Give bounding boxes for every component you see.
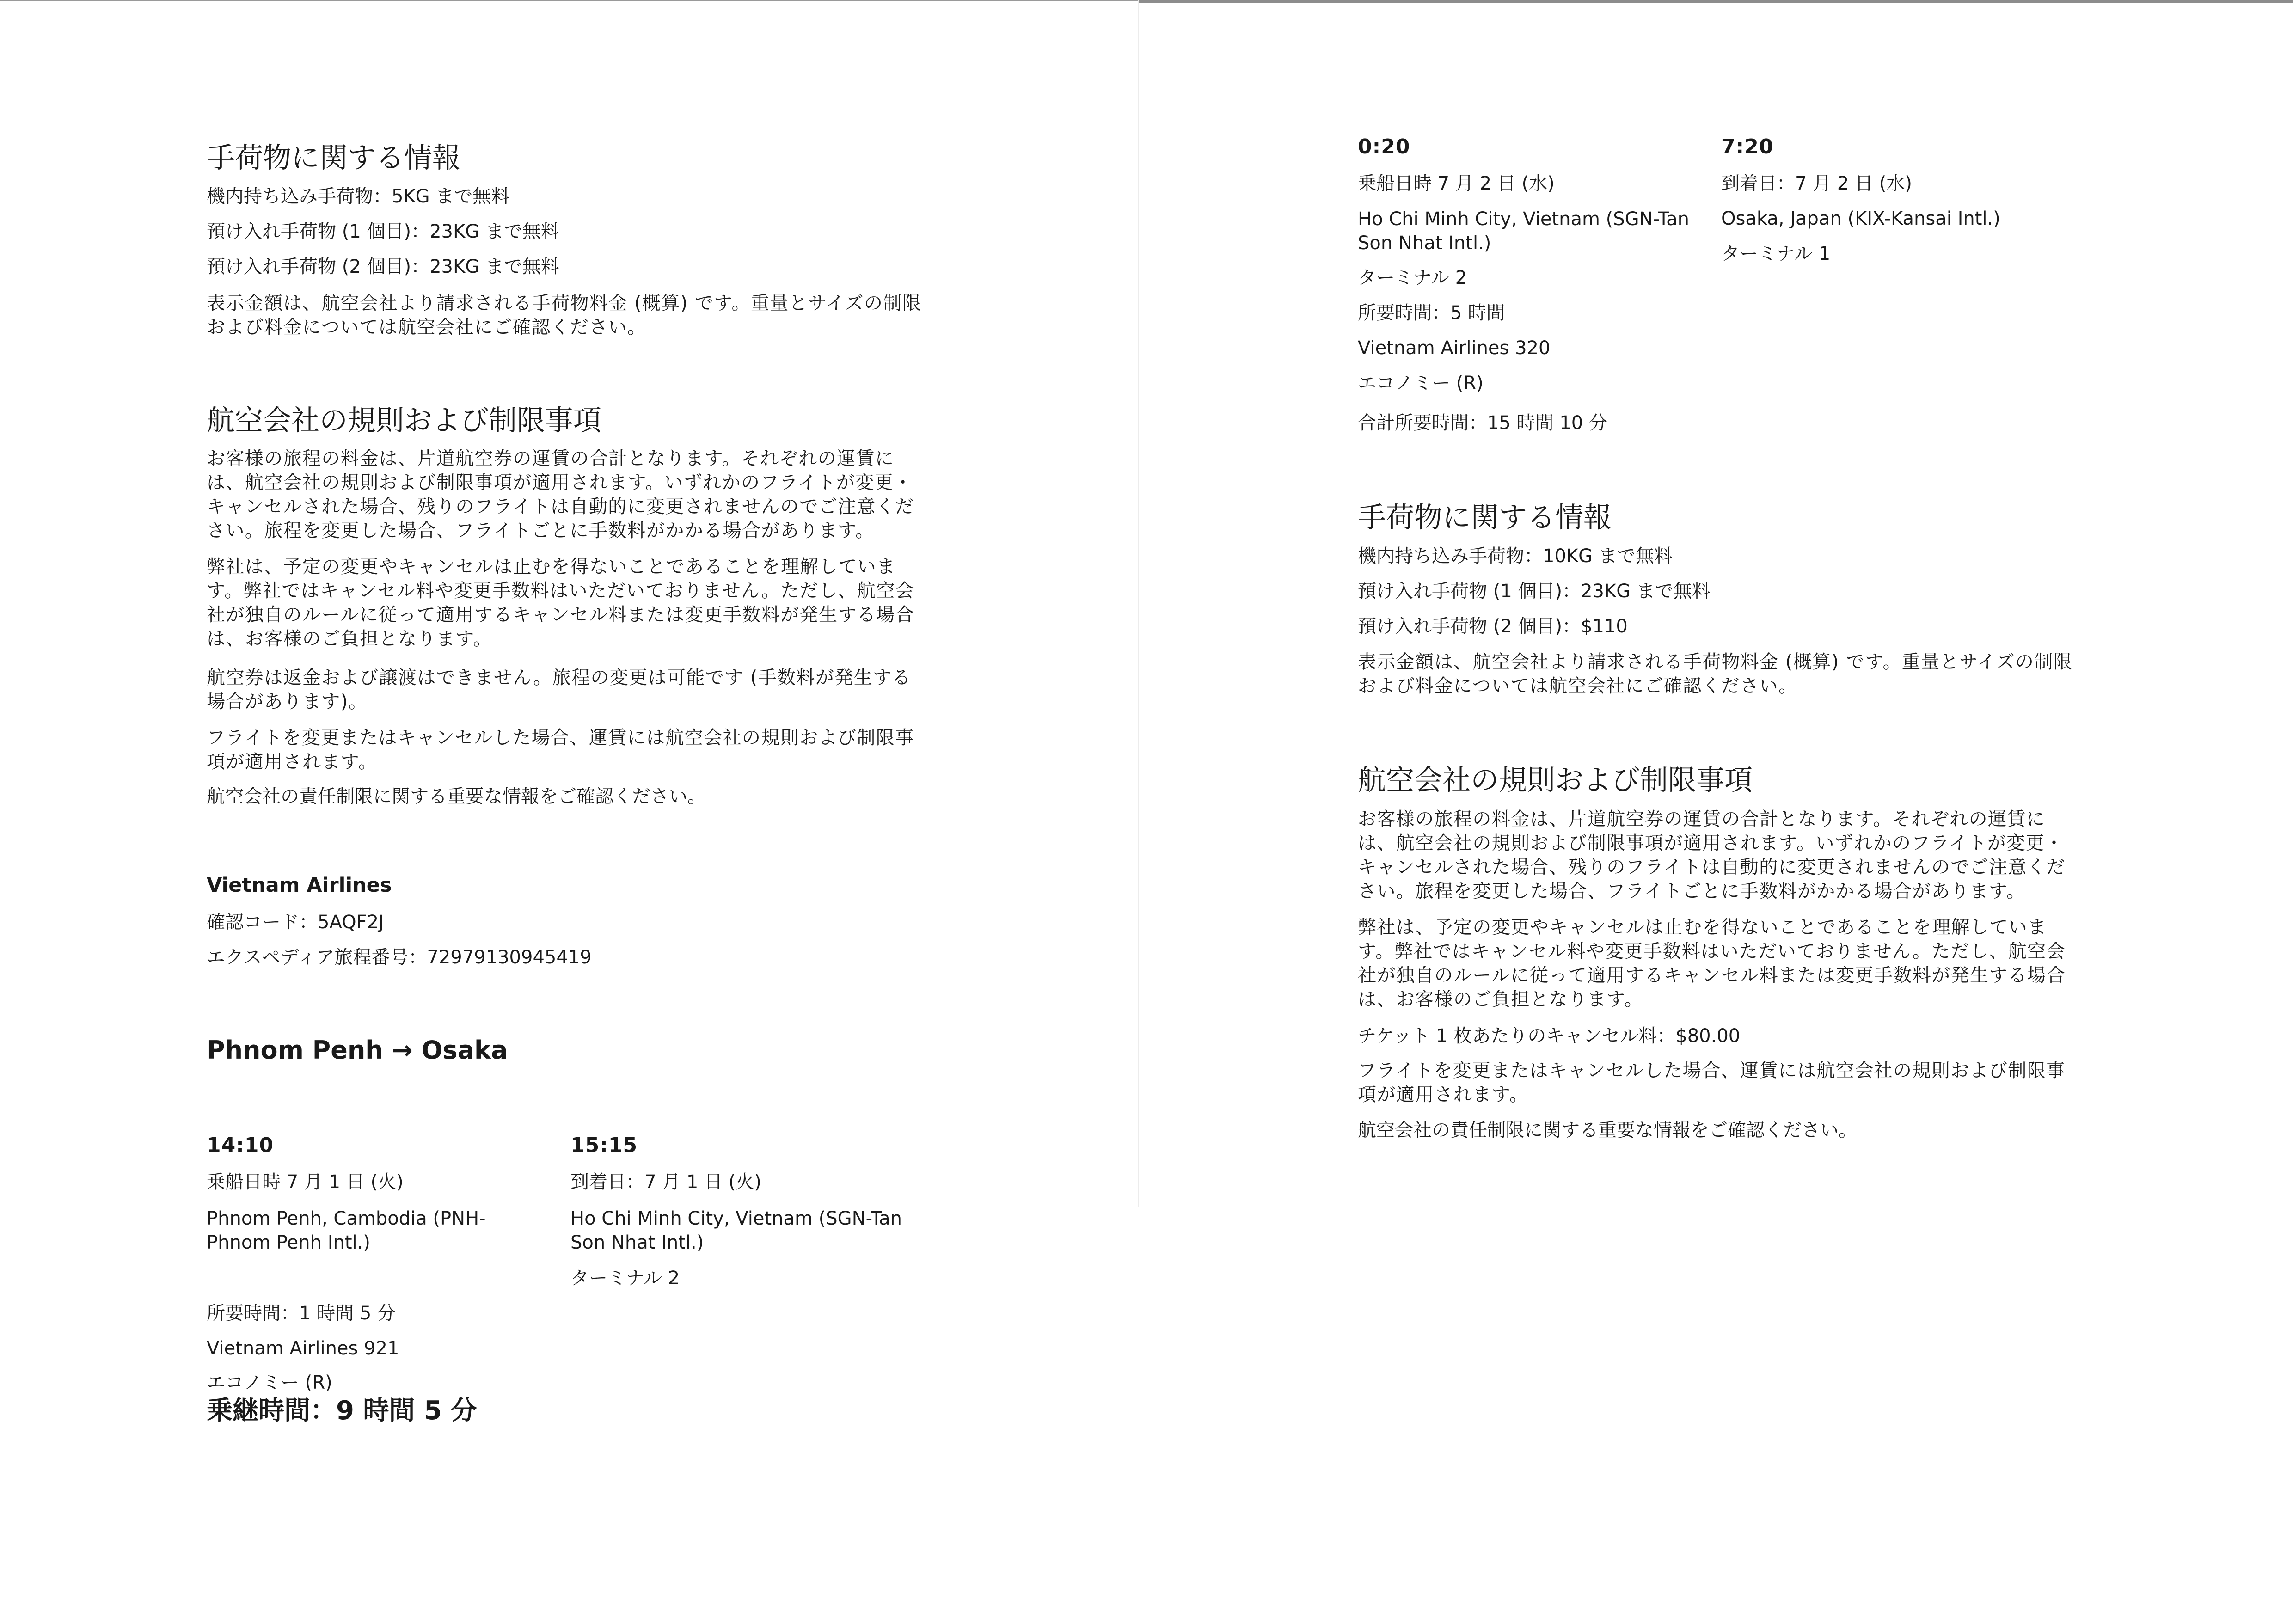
baggage-note: 表示金額は、航空会社より請求される手荷物料金 (概算) です。重量とサイズの制限および料金については航空会社にご確認ください。 xyxy=(207,293,922,338)
confirmation-code: 確認コード：5AQF2J xyxy=(207,912,384,933)
departure-date: 乗船日時 7 月 2 日 (水) xyxy=(1358,173,1555,194)
departure-airport: Ho Chi Minh City, Vietnam (SGN-Tan Son Nhat Intl.) xyxy=(1358,208,1690,254)
rules-heading: 航空会社の規則および制限事項 xyxy=(207,404,602,437)
liability-link-text[interactable]: 航空会社の責任制限に関する重要な情報をご確認ください。 xyxy=(1358,1120,1857,1141)
flight-number: Vietnam Airlines 921 xyxy=(207,1338,399,1359)
checked-bag-2: 預け入れ手荷物 (2 個目)：23KG まで無料 xyxy=(207,256,559,277)
carry-on-allowance: 機内持ち込み手荷物：10KG まで無料 xyxy=(1358,545,1673,567)
page-fold-divider xyxy=(1138,0,1139,1207)
baggage-heading: 手荷物に関する情報 xyxy=(1358,501,1612,534)
checked-bag-1: 預け入れ手荷物 (1 個目)：23KG まで無料 xyxy=(207,221,559,242)
cabin-class: エコノミー (R) xyxy=(1358,373,1484,394)
arrival-terminal: ターミナル 1 xyxy=(1721,243,1831,264)
checked-bag-2: 預け入れ手荷物 (2 個目)：$110 xyxy=(1358,616,1628,637)
flight-number: Vietnam Airlines 320 xyxy=(1358,337,1551,359)
segment-duration: 所要時間：5 時間 xyxy=(1358,302,1505,324)
rules-paragraph-2: 弊社は、予定の変更やキャンセルは止むを得ないことであることを理解しています。弊社ではキャンセル料や変更手数料はいただいておりません。ただし、航空会社が独自のルールに従って適用するキャンセル料または変更手数料が発生する場合は、お客様のご負担となります。 xyxy=(207,556,914,650)
departure-time: 14:10 xyxy=(207,1134,274,1157)
liability-link-text[interactable]: 航空会社の責任制限に関する重要な情報をご確認ください。 xyxy=(207,786,706,807)
arrival-terminal: ターミナル 2 xyxy=(570,1268,680,1289)
rules-paragraph-3: 航空券は返金および譲渡はできません。旅程の変更は可能です (手数料が発生する場合があります)。 xyxy=(207,667,911,712)
total-duration: 合計所要時間：15 時間 10 分 xyxy=(1358,412,1607,434)
arrival-time: 7:20 xyxy=(1721,135,1774,159)
carry-on-allowance: 機内持ち込み手荷物：5KG まで無料 xyxy=(207,186,510,207)
departure-airport: Phnom Penh, Cambodia (PNH-Phnom Penh Intl.) xyxy=(207,1208,486,1253)
baggage-note: 表示金額は、航空会社より請求される手荷物料金 (概算) です。重量とサイズの制限および料金については航空会社にご確認ください。 xyxy=(1358,651,2073,697)
arrival-airport: Osaka, Japan (KIX-Kansai Intl.) xyxy=(1721,208,2000,229)
left-page xyxy=(0,0,1138,1623)
rules-paragraph-4: フライトを変更またはキャンセルした場合、運賃には航空会社の規則および制限事項が適用されます。 xyxy=(207,727,914,772)
itinerary-number: エクスペディア旅程番号：72979130945419 xyxy=(207,947,592,968)
airline-name: Vietnam Airlines xyxy=(207,874,392,897)
route-title: Phnom Penh → Osaka xyxy=(207,1036,508,1065)
rules-paragraph-4: フライトを変更またはキャンセルした場合、運賃には航空会社の規則および制限事項が適用されます。 xyxy=(1358,1060,2066,1105)
departure-terminal: ターミナル 2 xyxy=(1358,267,1467,288)
departure-time: 0:20 xyxy=(1358,135,1410,159)
checked-bag-1: 預け入れ手荷物 (1 個目)：23KG まで無料 xyxy=(1358,581,1711,602)
arrival-date: 到着日：7 月 2 日 (水) xyxy=(1721,173,1912,194)
cabin-class: エコノミー (R) xyxy=(207,1372,332,1393)
segment-duration: 所要時間：1 時間 5 分 xyxy=(207,1303,396,1324)
arrival-time: 15:15 xyxy=(570,1134,638,1157)
departure-date: 乗船日時 7 月 1 日 (火) xyxy=(207,1171,404,1193)
layover-time: 乗継時間：9 時間 5 分 xyxy=(207,1396,477,1426)
rules-paragraph-2: 弊社は、予定の変更やキャンセルは止むを得ないことであることを理解しています。弊社ではキャンセル料や変更手数料はいただいておりません。ただし、航空会社が独自のルールに従って適用するキャンセル料または変更手数料が発生する場合は、お客様のご負担となります。 xyxy=(1358,917,2066,1010)
rules-heading: 航空会社の規則および制限事項 xyxy=(1358,764,1753,797)
cancellation-fee: チケット 1 枚あたりのキャンセル料：$80.00 xyxy=(1358,1025,1741,1047)
rules-paragraph-1: お客様の旅程の料金は、片道航空券の運賃の合計となります。それぞれの運賃には、航空会社の規則および制限事項が適用されます。いずれかのフライトが変更・キャンセルされた場合、残りのフライトは自動的に変更されませんのでご注意ください。旅程を変更した場合、フライトごとに手数料がかかる場合があります。 xyxy=(207,448,914,541)
baggage-heading: 手荷物に関する情報 xyxy=(207,141,461,174)
arrival-airport: Ho Chi Minh City, Vietnam (SGN-Tan Son Nhat Intl.) xyxy=(570,1208,902,1253)
rules-paragraph-1: お客様の旅程の料金は、片道航空券の運賃の合計となります。それぞれの運賃には、航空会社の規則および制限事項が適用されます。いずれかのフライトが変更・キャンセルされた場合、残りのフライトは自動的に変更されませんのでご注意ください。旅程を変更した場合、フライトごとに手数料がかかる場合があります。 xyxy=(1358,809,2066,902)
arrival-date: 到着日：7 月 1 日 (火) xyxy=(570,1171,761,1193)
